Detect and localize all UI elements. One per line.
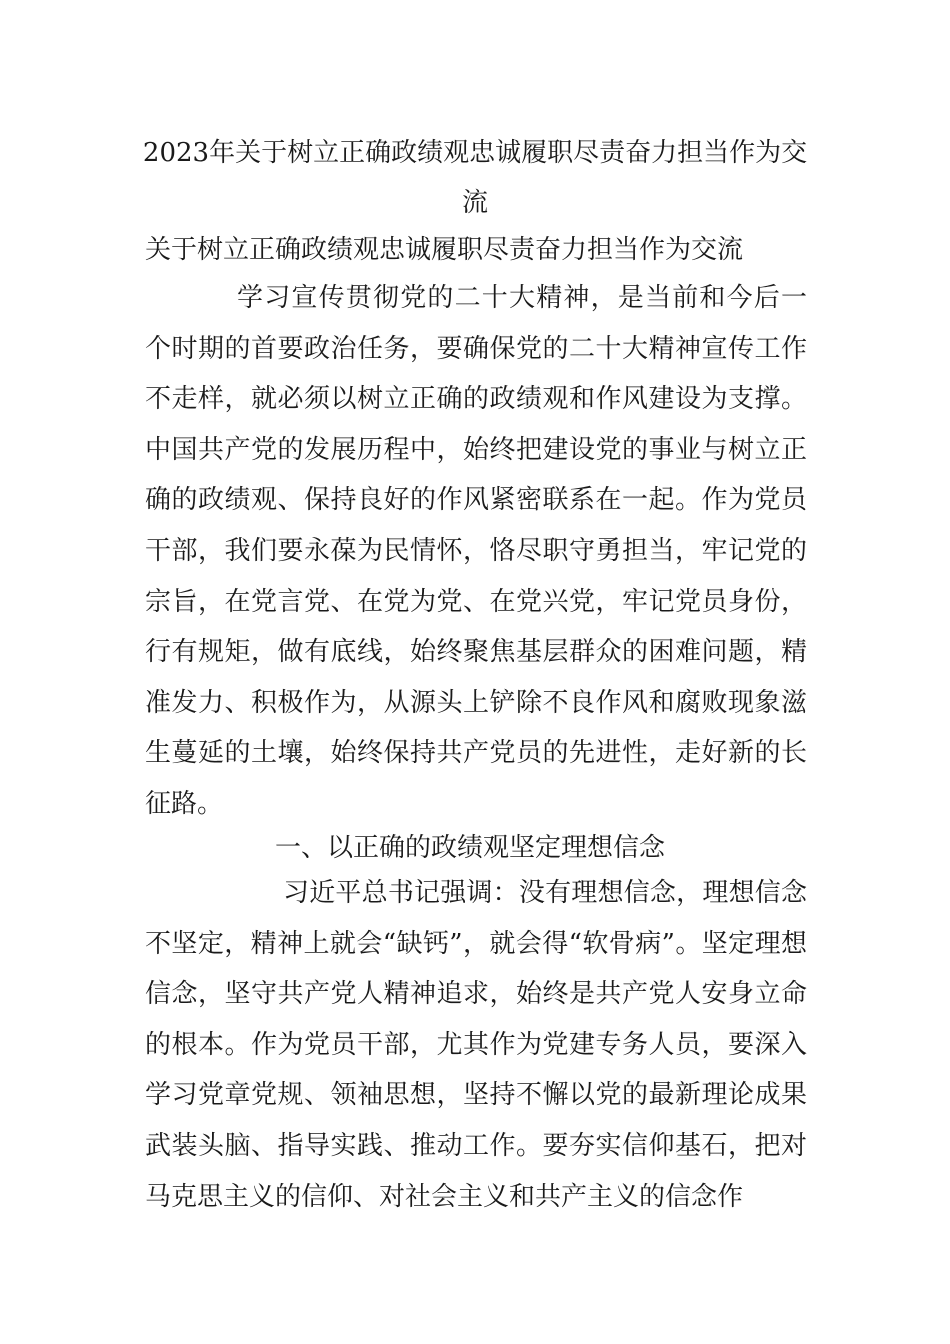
document-title: 2023年关于树立正确政绩观忠诚履职尽责奋力担当作为交流 (142, 138, 808, 218)
body-paragraph-2: 习近平总书记强调：没有理想信念，理想信念不坚定，精神上就会“缺钙”，就会得“软骨病”。坚定理想信念，坚守共产党人精神追求，始终是共产党人安身立命的根本。作为党员干部，尤其作为党建专务人员，要深入学习党章党规、领袖思想，坚持不懈以党的最新理论成果武装头脑、指导实践、推动工作。要夯实信仰基石，把对马克思主义的信仰、对社会主义和共产主义的信念作 (145, 878, 807, 1212)
body-paragraph-1: 学习宣传贯彻党的二十大精神，是当前和今后一个时期的首要政治任务，要确保党的二十大精神宣传工作不走样，就必须以树立正确的政绩观和作风建设为支撑。中国共产党的发展历程中，始终把建设党的事业与树立正确的政绩观、保持良好的作风紧密联系在一起。作为党员干部，我们要永葆为民情怀，恪尽职守勇担当，牢记党的宗旨，在党言党、在党为党、在党兴党，牢记党员身份，行有规矩，做有底线，始终聚焦基层群众的困难问题，精准发力、积极作为，从源头上铲除不良作风和腐败现象滋生蔓延的土壤，始终保持共产党员的先进性，走好新的长征路。 (145, 283, 807, 819)
document-subtitle: 关于树立正确政绩观忠诚履职尽责奋力担当作为交流 (145, 235, 744, 265)
section-heading: 一、以正确的政绩观坚定理想信念 (275, 833, 666, 863)
